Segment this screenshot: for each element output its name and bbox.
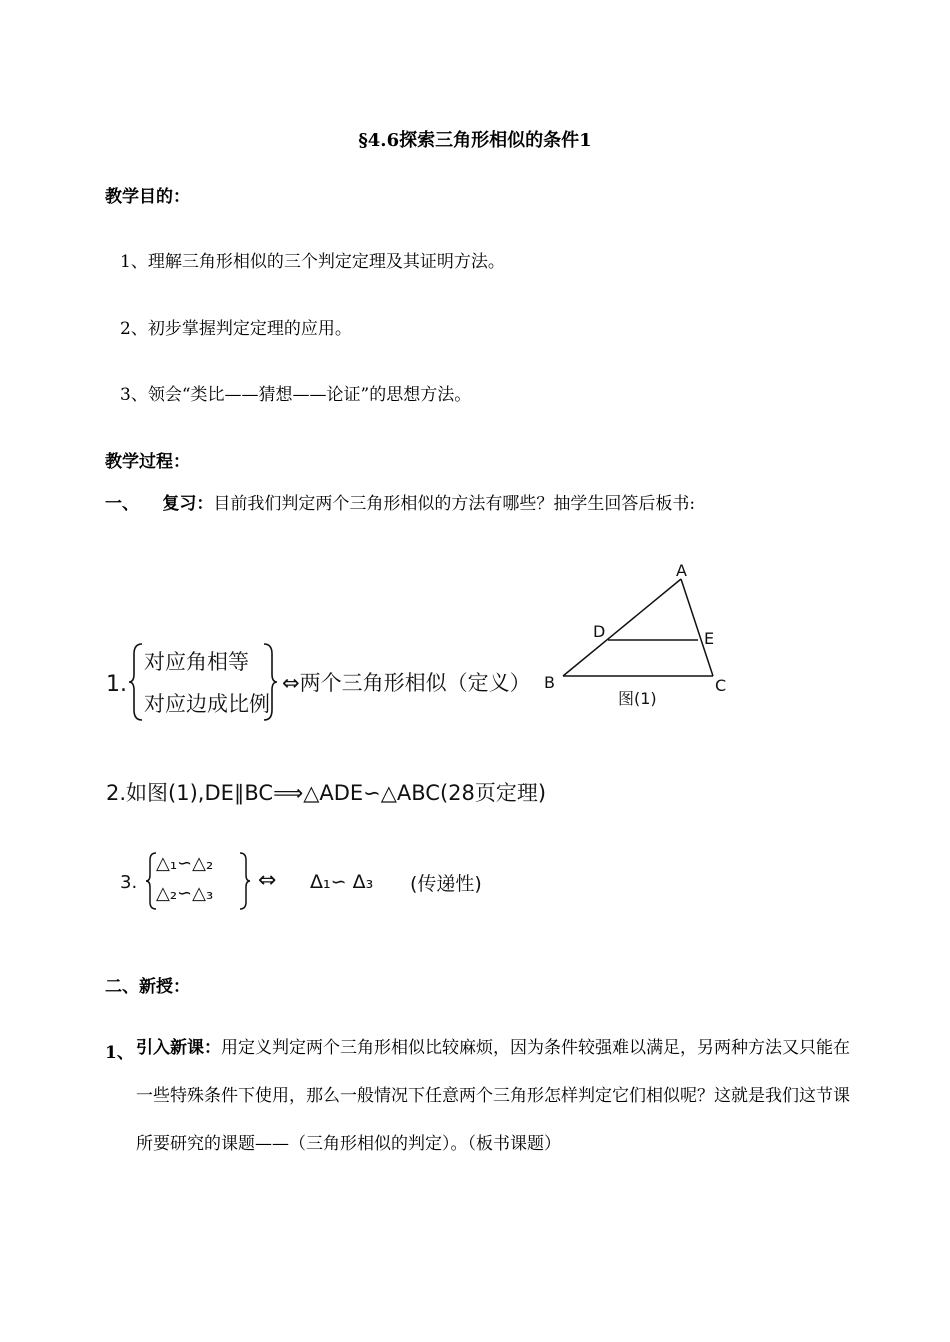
board-item1-condition-1: 对应角相等 xyxy=(144,650,249,674)
objective-item-2: 2、初步掌握判定定理的应用。 xyxy=(120,319,352,339)
page-title: §4.6探索三角形相似的条件1 xyxy=(358,130,592,151)
objective-item-3: 3、领会“类比——猜想——论证”的思想方法。 xyxy=(120,385,472,405)
board-item3-result: Δ₁∽ Δ₃ xyxy=(310,871,374,893)
vertex-label-b: B xyxy=(544,673,555,692)
triangle-figure xyxy=(538,560,738,720)
vertex-label-d: D xyxy=(593,622,606,641)
objectives-heading: 教学目的： xyxy=(105,187,190,207)
review-text: 目前我们判定两个三角形相似的方法有哪些？抽学生回答后板书: xyxy=(213,494,696,514)
board-item3-note: (传递性) xyxy=(410,873,482,895)
board-item3-arrow: ⇔ xyxy=(258,868,277,893)
objective-item-1: 1、理解三角形相似的三个判定定理及其证明方法。 xyxy=(120,252,505,272)
side-ab xyxy=(563,579,681,676)
board-item3-number: 3. xyxy=(120,872,138,893)
new-lesson-item1-label: 引入新课： xyxy=(136,1038,221,1058)
new-lesson-item1-text: 用定义判定两个三角形相似比较麻烦，因为条件较强难以满足，另两种方法又只能在一些特殊条件下使用，那么一般情况下任意两个三角形怎样判定它们相似呢？这就是我们这节课所要研究的课题——（三角形相似的判定）。（板书课题） xyxy=(136,1038,850,1154)
new-lesson-item1-paragraph xyxy=(136,1024,856,1168)
board-item3-condition-1: △₁∽△₂ xyxy=(156,853,214,874)
review-number: 一、 xyxy=(105,494,139,514)
review-line xyxy=(105,489,695,514)
new-lesson-item1-number: 1、 xyxy=(105,1043,134,1063)
vertex-label-e: E xyxy=(704,629,715,648)
board-item1-result: ⇔两个三角形相似（定义） xyxy=(282,671,531,695)
new-lesson-heading: 二、新授： xyxy=(105,977,190,997)
side-ac xyxy=(681,579,713,676)
vertex-label-c: C xyxy=(715,676,727,695)
figure-caption: 图(1) xyxy=(618,689,657,708)
board-item1-number: 1. xyxy=(106,672,127,697)
process-heading: 教学过程： xyxy=(105,452,190,472)
board-item2: 2.如图(1),DE∥BC⟹△ADE∽△ABC(28页定理) xyxy=(106,781,547,805)
board-item3-condition-2: △₂∽△₃ xyxy=(156,883,214,904)
vertex-label-a: A xyxy=(676,561,687,580)
review-label: 复习： xyxy=(162,494,214,514)
board-item1-condition-2: 对应边成比例 xyxy=(144,692,270,716)
